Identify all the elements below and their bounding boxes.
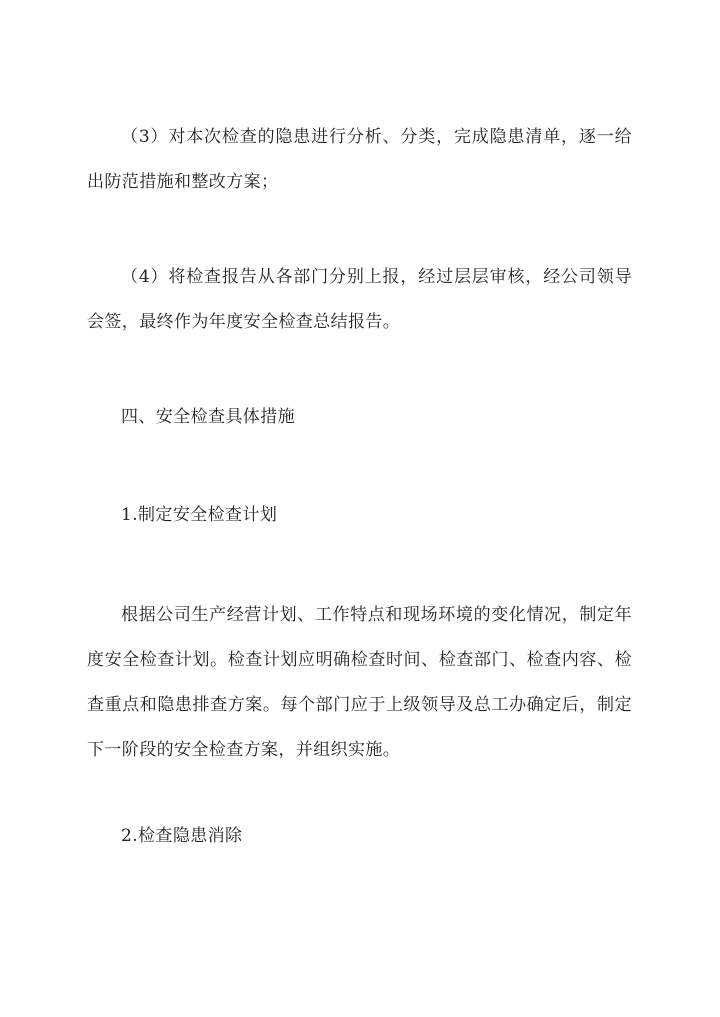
section-4-heading: 四、安全检查具体措施 <box>121 407 295 427</box>
paragraph-item-3: （3）对本次检查的隐患进行分析、分类，完成隐患清单，逐一给出防范措施和整改方案； <box>87 127 632 192</box>
paragraph-item-4: （4）将检查报告从各部门分别上报，经过层层审核，经公司领导会签，最终作为年度安全检查总结报告。 <box>87 267 632 332</box>
subsection-2-heading: 2.检查隐患消除 <box>121 826 243 846</box>
subsection-1-body: 根据公司生产经营计划、工作特点和现场环境的变化情况，制定年度安全检查计划。检查计划应明确检查时间、检查部门、检查内容、检查重点和隐患排查方案。每个部门应于上级领导及总工办确定后，制定下一阶段的安全检查方案，并组织实施。 <box>87 605 632 760</box>
subsection-1-heading: 1.制定安全检查计划 <box>121 505 278 525</box>
